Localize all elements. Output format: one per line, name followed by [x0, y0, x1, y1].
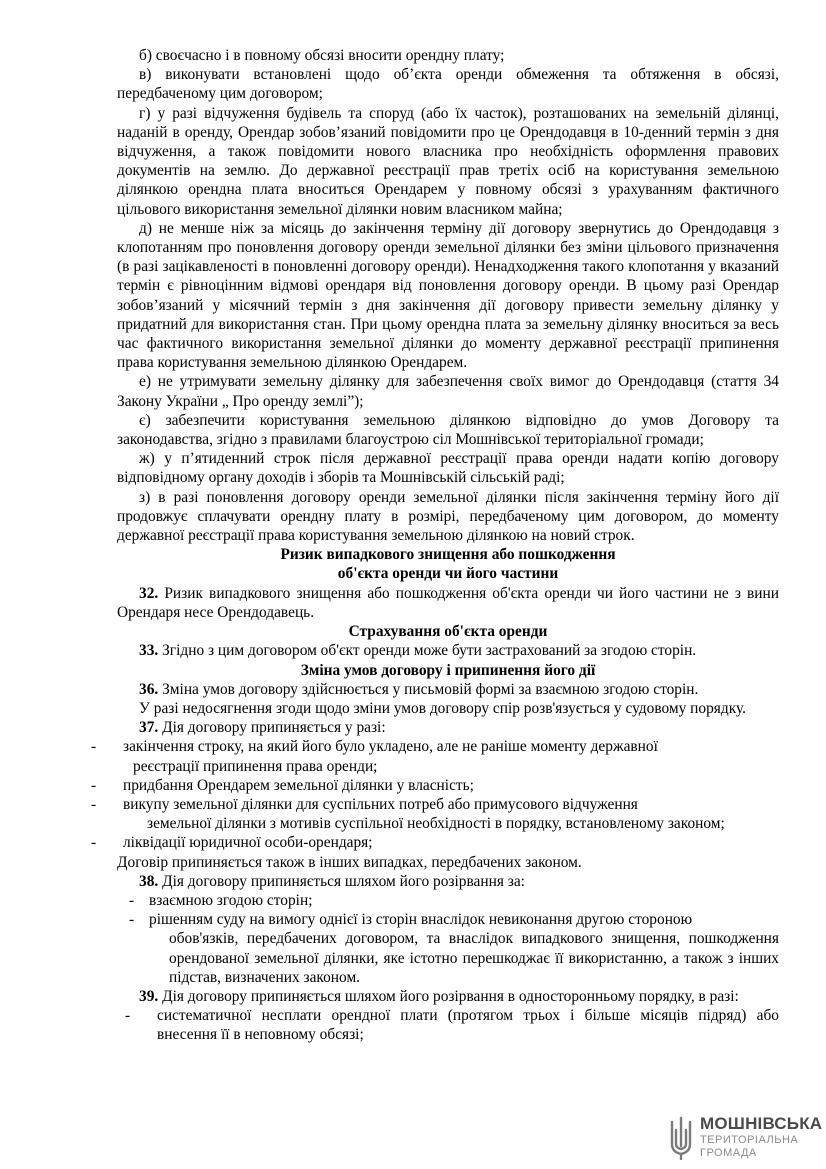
clause-33 — [117, 641, 779, 660]
logo-line-3: ГРОМАДА — [700, 1147, 757, 1159]
clause-33-number: 33. — [139, 642, 159, 660]
clause-39 — [117, 987, 779, 1006]
clause-36-number: 36. — [139, 680, 159, 698]
clause-36-text: Зміна умов договору здійснюється у письмовій формі за взаємною згодою сторін. — [158, 680, 699, 698]
clause-38-item-2 — [117, 910, 779, 987]
clause-d: д) не менше ніж за місяць до закінчення терміну дії договору звернутись до Орендодавця з клопотанням про поновлення договору оренди земельної ділянки без зміни цільового призначення (в разі зацікавленості в поновленні договору оренди). Ненадходження такого клопотання у вказаний термін є рівноцінним відмові орендаря від поновлення договору оренди. В цьому разі Орендар зобов’язаний у місячний термін з дня закінчення дії договору привести земельну ділянку у придатний для використання стан. При цьому орендна плата за земельну ділянку вноситься за весь час фактичного використання земельної ділянки до моменту державної реєстрації припинення права користування земельною ділянкою Орендарем. — [117, 219, 779, 372]
list-dash: - — [91, 776, 97, 794]
clause-38-number: 38. — [139, 872, 159, 890]
risk-heading-line1: Ризик випадкового знищення або пошкодження — [280, 546, 616, 564]
clause-39-number: 39. — [139, 987, 159, 1005]
changes-heading: Зміна умов договору і припинення його дії — [300, 661, 596, 679]
list-item-first-line: закінчення строку, на який його було укладено, але не раніше моменту державної — [123, 738, 658, 756]
list-item-first-line: рішенням суду на вимогу однієї із сторін внаслідок невиконання другою стороною — [149, 911, 693, 929]
clause-37-item-2 — [91, 776, 779, 795]
clause-39-text: Дія договору припиняється шляхом його розірвання в односторонньому порядку, в разі: — [158, 987, 739, 1005]
clause-36-dispute: У разі недосягнення згоди щодо зміни умов договору спір розв'язується у судовому порядку. — [139, 699, 746, 717]
clause-e: е) не утримувати земельну ділянку для забезпечення своїх вимог до Орендодавця (стаття 34 Закону України „ Про оренду землі”); — [117, 373, 779, 410]
list-item-continuation: обов'язків, передбачених договором, та внаслідок випадкового знищення, пошкодження орендованої земельної ділянки, яке істотно перешкоджає її використанню, а також з інших підстав, визначених законом. — [169, 930, 779, 986]
list-item-text: взаємною згодою сторін; — [149, 891, 313, 909]
clause-37-number: 37. — [139, 719, 159, 737]
clause-37-item-4 — [91, 833, 779, 852]
list-dash: - — [91, 795, 97, 813]
list-item-text: ліквідації юридичної особи-орендаря; — [123, 834, 373, 852]
clause-39-item-1 — [117, 1006, 779, 1044]
clause-33-text: Згідно з цим договором об'єкт оренди може бути застрахований за згодою сторін. — [158, 642, 697, 660]
clause-37-item-1 — [91, 737, 779, 775]
clause-zh: ж) у п’ятиденний строк після державної реєстрації права оренди надати копію договору відповідному органу доходів і зборів та Мошнівській сільській раді; — [117, 450, 779, 487]
clause-36 — [117, 680, 779, 699]
community-logo — [668, 1114, 823, 1162]
clause-37 — [117, 718, 779, 737]
clause-ye: є) забезпечити користування земельною ділянкою відповідно до умов Договору та законодавства, згідно з правилами благоустрою сіл Мошнівської територіальної громади; — [117, 411, 779, 449]
list-dash: - — [91, 834, 97, 852]
list-item-text: придбання Орендарем земельної ділянки у власність; — [123, 776, 474, 794]
clause-38-text: Дія договору припиняється шляхом його розірвання за: — [158, 872, 525, 890]
document-page — [91, 46, 779, 1045]
insurance-heading: Страхування об'єкта оренди — [348, 623, 548, 641]
clause-g: г) у разі відчуження будівель та споруд (або їх часток), розташованих на земельній ділянці, наданій в оренду, Орендар зобов’язаний повідомити про це Орендодавця в 10-денний термін з дня відчуження, а також повідомити нового власника про необхідність оформлення правових документів на землю. До державної реєстрації прав третіх осіб на користування земельною ділянкою орендна плата вноситься Орендарем у повному обсязі з урахуванням фактичного цільового використання земельної ділянки новим власником майна; — [117, 104, 779, 218]
clause-32-text: Ризик випадкового знищення або пошкодження об'єкта оренди чи його частини не з вини Орендаря несе Орендодавець. — [117, 584, 779, 621]
clause-37-other-cases: Договір припиняється також в інших випадках, передбачених законом. — [117, 853, 582, 871]
risk-heading-line2: об'єкта оренди чи його частини — [337, 565, 559, 583]
list-dash: - — [91, 738, 97, 756]
clause-37-item-3 — [91, 795, 779, 833]
list-item-continuation: земельної ділянки з мотивів суспільної необхідності в порядку, встановленому законом; — [147, 815, 725, 833]
clause-38 — [117, 872, 779, 891]
logo-line-1: МОШНІВСЬКА — [700, 1114, 823, 1133]
list-dash: - — [129, 911, 135, 929]
list-dash: - — [129, 891, 135, 909]
list-item-continuation: реєстрації припинення права оренди; — [133, 757, 378, 775]
list-item-text: систематичної несплати орендної плати (протягом трьох і більше місяців підряд) або внесення її в неповному обсязі; — [157, 1007, 779, 1044]
clause-v: в) виконувати встановлені щодо об’єкта оренди обмеження та обтяження в обсязі, передбаченому цим договором; — [117, 66, 779, 103]
clause-z: з) в разі поновлення договору оренди земельної ділянки після закінчення терміну його дії продовжує сплачувати орендну плату в розмірі, передбаченому цим договором, до моменту державної реєстрації права користування земельною ділянкою на новий строк. — [117, 488, 779, 545]
list-item-first-line: викупу земельної ділянки для суспільних потреб або примусового відчуження — [123, 795, 638, 813]
list-dash: - — [125, 1007, 131, 1025]
clause-b: б) своєчасно і в повному обсязі вносити орендну плату; — [139, 47, 505, 64]
clause-32-number: 32. — [139, 584, 159, 602]
clause-32 — [117, 584, 779, 622]
clause-38-item-1 — [117, 891, 779, 910]
clause-37-text: Дія договору припиняється у разі: — [158, 719, 386, 737]
logo-line-2: ТЕРИТОРІАЛЬНА — [700, 1134, 799, 1146]
trident-icon — [668, 1116, 694, 1160]
